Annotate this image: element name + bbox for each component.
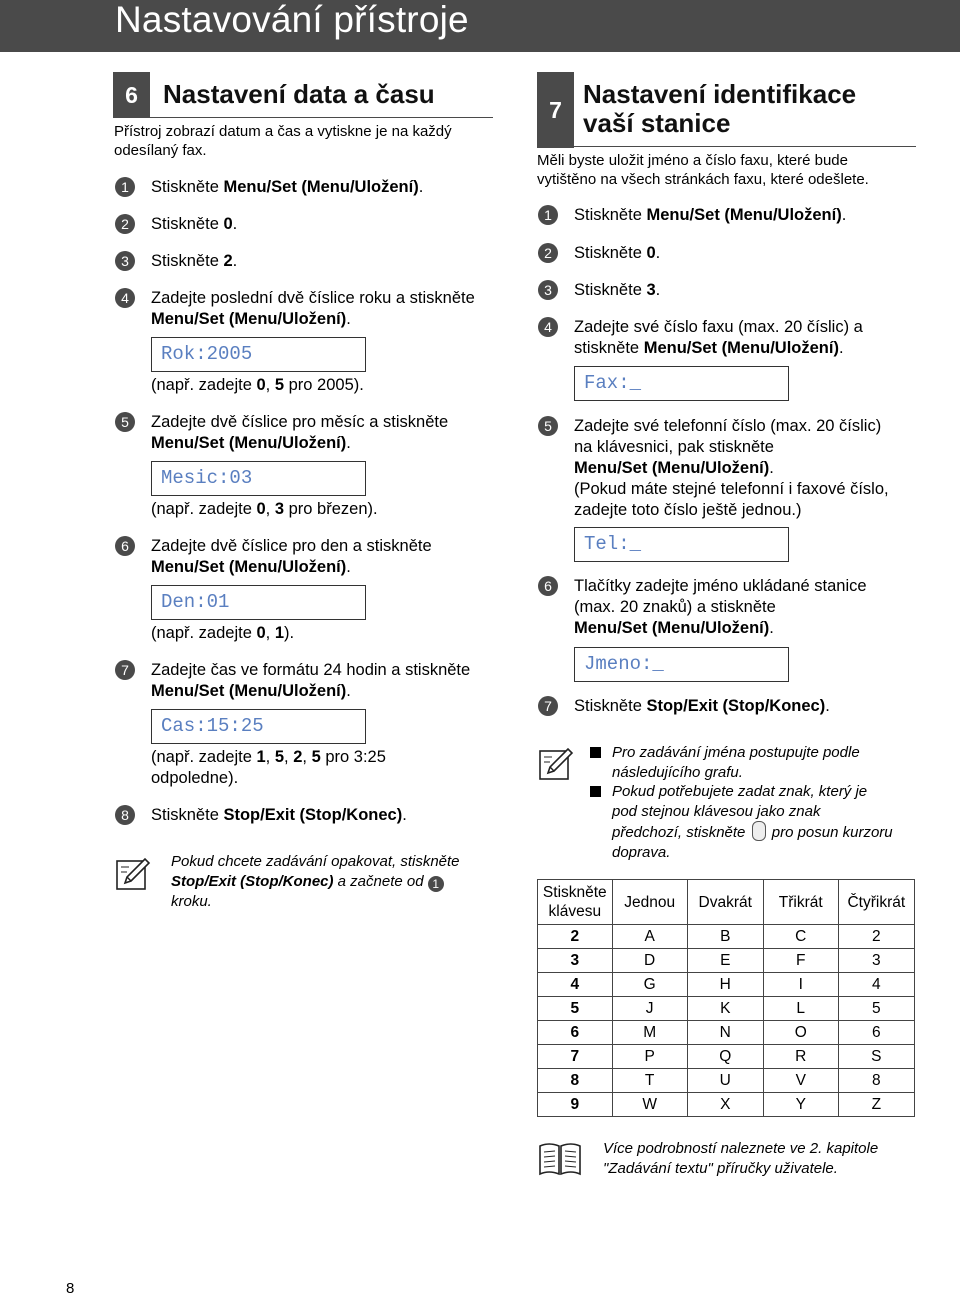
step-number-circle: 7: [115, 660, 135, 680]
step-text: Stiskněte 2.: [151, 252, 238, 270]
lcd-tel-display: Tel:_: [574, 527, 789, 562]
char-cell: O: [763, 1021, 838, 1045]
key-cell: 8: [538, 1069, 613, 1093]
char-cell: Y: [763, 1093, 838, 1117]
step-number-circle: 7: [538, 696, 558, 716]
step-text: Stiskněte Stop/Exit (Stop/Konec).: [574, 697, 830, 715]
char-cell: D: [612, 949, 687, 973]
step-text: Stiskněte 3.: [574, 281, 661, 299]
char-cell: T: [612, 1069, 687, 1093]
key-cell: 2: [538, 925, 613, 949]
lcd-fax-display: Fax:_: [574, 366, 789, 401]
note-bullet-cont: následujícího grafu.: [612, 763, 743, 781]
step-ref-badge: 1: [428, 876, 444, 892]
key-cell: 9: [538, 1093, 613, 1117]
char-cell: 5: [838, 997, 914, 1021]
table-header-cell: Jednou: [612, 880, 687, 925]
section-intro: [537, 151, 869, 189]
table-header-row: [538, 880, 915, 925]
lcd-year-display: Rok:2005: [151, 337, 366, 372]
char-cell: U: [687, 1069, 763, 1093]
step-number-circle: 5: [538, 416, 558, 436]
table-row: [538, 1093, 915, 1117]
key-cell: 7: [538, 1045, 613, 1069]
step-number-badge: 6: [113, 72, 150, 118]
step-text: Zadejte své telefonní číslo (max. 20 číslic) na klávesnici, pak stiskněte Menu/Set (Menu/Uložení). (Pokud máte stejné telefonní i faxové číslo, zadejte toto číslo ještě jednou.): [574, 417, 889, 519]
step-text: Tlačítky zadejte jméno ukládané stanice (max. 20 znaků) a stiskněte Menu/Set (Menu/Uložení).: [574, 577, 867, 637]
step-number-circle: 4: [538, 317, 558, 337]
step-text: Stiskněte Menu/Set (Menu/Uložení).: [574, 206, 847, 224]
char-cell: V: [763, 1069, 838, 1093]
lcd-day-display: Den:01: [151, 585, 366, 620]
step-text: Zadejte čas ve formátu 24 hodin a stiskněte Menu/Set (Menu/Uložení).: [151, 661, 471, 700]
step-number-circle: 1: [115, 177, 135, 197]
table-header-cell: Stiskněte klávesu: [538, 880, 613, 925]
char-cell: 4: [838, 973, 914, 997]
char-cell: G: [612, 973, 687, 997]
table-header-cell: Čtyřikrát: [838, 880, 914, 925]
char-cell: S: [838, 1045, 914, 1069]
example-time: (např. zadejte 1, 5, 2, 5 pro 3:25 odpoledne).: [151, 748, 386, 787]
lcd-month-display: Mesic:03: [151, 461, 366, 496]
pencil-note-icon: [115, 855, 151, 891]
char-cell: X: [687, 1093, 763, 1117]
key-cell: 3: [538, 949, 613, 973]
step-text: Stiskněte 0.: [151, 215, 238, 233]
intro-line: odesílaný fax.: [114, 142, 207, 159]
table-row: [538, 949, 915, 973]
table-row: [538, 1021, 915, 1045]
char-cell: M: [612, 1021, 687, 1045]
char-cell: B: [687, 925, 763, 949]
char-cell: 8: [838, 1069, 914, 1093]
page-title: Nastavování přístroje: [115, 0, 469, 40]
step-text: Stiskněte Stop/Exit (Stop/Konec).: [151, 806, 407, 824]
page-number: 8: [66, 1280, 75, 1297]
repeat-note: Pokud chcete zadávání opakovat, stiskněte Stop/Exit (Stop/Konec) a začnete od 1 kroku.: [171, 853, 460, 911]
table-row: [538, 1069, 915, 1093]
step-text: Zadejte poslední dvě číslice roku a stiskněte Menu/Set (Menu/Uložení).: [151, 289, 475, 328]
char-cell: W: [612, 1093, 687, 1117]
lcd-name-display: Jmeno:_: [574, 647, 789, 682]
step-number-circle: 4: [115, 288, 135, 308]
table-row: [538, 925, 915, 949]
manual-reference-note: Více podrobností naleznete ve 2. kapitole "Zadávání textu" příručky uživatele.: [603, 1140, 879, 1177]
note-bullet: Pokud potřebujete zadat znak, který je: [590, 782, 893, 802]
step-number-badge: 7: [537, 72, 574, 148]
char-cell: C: [763, 925, 838, 949]
step-number-circle: 8: [115, 805, 135, 825]
right-arrow-key-icon: [752, 821, 766, 841]
char-cell: P: [612, 1045, 687, 1069]
book-icon: [537, 1140, 583, 1178]
char-cell: R: [763, 1045, 838, 1069]
section-heading: Nastavení data a času: [163, 79, 435, 109]
note-bullet: Pro zadávání jména postupujte podle: [590, 743, 893, 763]
intro-line: Přístroj zobrazí datum a čas a vytiskne je na každý: [114, 123, 452, 140]
char-cell: H: [687, 973, 763, 997]
title-bar: [0, 0, 960, 52]
table-row: [538, 997, 915, 1021]
table-header-cell: Dvakrát: [687, 880, 763, 925]
char-cell: Q: [687, 1045, 763, 1069]
name-entry-note: Pro zadávání jména postupujte podle následujícího grafu. Pokud potřebujete zadat znak, který je pod stejnou klávesou jako znak předchozí, stiskněte pro posun kurzoru doprava.: [590, 743, 893, 862]
step-text: Zadejte své číslo faxu (max. 20 číslic) a stiskněte Menu/Set (Menu/Uložení).: [574, 318, 863, 357]
step-number-circle: 1: [538, 205, 558, 225]
step-number-circle: 2: [538, 243, 558, 263]
step-number-circle: 5: [115, 412, 135, 432]
step-number-circle: 3: [538, 280, 558, 300]
step-number-circle: 6: [115, 536, 135, 556]
char-cell: L: [763, 997, 838, 1021]
char-cell: F: [763, 949, 838, 973]
example-day: (např. zadejte 0, 1).: [151, 624, 295, 642]
key-cell: 6: [538, 1021, 613, 1045]
step-text: Zadejte dvě číslice pro měsíc a stiskněte Menu/Set (Menu/Uložení).: [151, 413, 449, 452]
heading-rule: [150, 117, 493, 118]
step-text: Stiskněte Menu/Set (Menu/Uložení).: [151, 178, 424, 196]
lcd-time-display: Cas:15:25: [151, 709, 366, 744]
intro-line: vytištěno na všech stránkách faxu, které odešlete.: [537, 171, 869, 188]
char-cell: Z: [838, 1093, 914, 1117]
char-cell: I: [763, 973, 838, 997]
heading-rule: [574, 146, 916, 147]
intro-line: Měli byste uložit jméno a číslo faxu, které bude: [537, 152, 848, 169]
char-cell: J: [612, 997, 687, 1021]
step-text: Zadejte dvě číslice pro den a stiskněte Menu/Set (Menu/Uložení).: [151, 537, 432, 576]
step-number-circle: 6: [538, 576, 558, 596]
char-cell: A: [612, 925, 687, 949]
char-cell: N: [687, 1021, 763, 1045]
step-text: Stiskněte 0.: [574, 244, 661, 262]
step-number-circle: 3: [115, 251, 135, 271]
key-cell: 4: [538, 973, 613, 997]
character-entry-table: [537, 879, 915, 1117]
example-year: (např. zadejte 0, 5 pro 2005).: [151, 376, 364, 394]
table-row: [538, 1045, 915, 1069]
example-month: (např. zadejte 0, 3 pro březen).: [151, 500, 378, 518]
char-cell: 6: [838, 1021, 914, 1045]
pencil-note-icon: [538, 745, 574, 781]
char-cell: 2: [838, 925, 914, 949]
key-cell: 5: [538, 997, 613, 1021]
char-cell: K: [687, 997, 763, 1021]
table-row: [538, 973, 915, 997]
char-cell: 3: [838, 949, 914, 973]
step-number-circle: 2: [115, 214, 135, 234]
section-heading: Nastavení identifikace vaší stanice: [583, 79, 857, 138]
char-cell: E: [687, 949, 763, 973]
section-intro: [114, 122, 452, 160]
table-header-cell: Třikrát: [763, 880, 838, 925]
